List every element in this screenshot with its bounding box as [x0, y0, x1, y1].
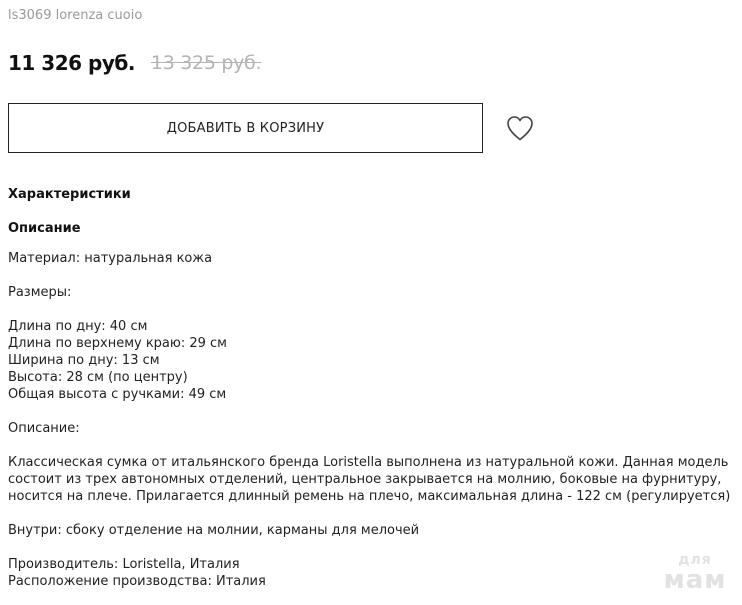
material-line: Материал: натуральная кожа	[8, 251, 213, 266]
size-line: Общая высота с ручками: 49 см	[8, 387, 227, 402]
watermark-logo	[657, 553, 733, 597]
size-line: Длина по дну: 40 см	[8, 319, 148, 334]
size-line: Высота: 28 см (по центру)	[8, 370, 188, 385]
description-text-line: Классическая сумка от итальянского бренда Loristella выполнена из натуральной кожи. Данная модель	[8, 455, 729, 470]
sizes-label: Размеры:	[8, 285, 72, 300]
production-location-line: Расположение производства: Италия	[8, 574, 266, 589]
manufacturer-line: Производитель: Loristella, Италия	[8, 557, 240, 572]
heart-icon[interactable]	[505, 114, 535, 142]
old-price: 13 325 руб.	[150, 52, 262, 74]
product-sku: ls3069 lorenza cuoio	[8, 8, 143, 23]
size-line: Ширина по дну: 13 см	[8, 353, 160, 368]
inside-line: Внутри: сбоку отделение на молнии, карманы для мелочей	[8, 523, 420, 538]
add-to-cart-button[interactable]: ДОБАВИТЬ В КОРЗИНУ	[8, 103, 483, 153]
watermark-bottom: мам	[663, 565, 727, 595]
description-text-line: состоит из трех автономных отделений, центральное закрывается на молнию, боковые на фурнитуру,	[8, 472, 722, 487]
characteristics-title: Характеристики	[8, 187, 131, 202]
watermark-top: для	[678, 552, 712, 568]
description-title: Описание	[8, 221, 81, 236]
price-row	[8, 50, 261, 76]
description-text-line: носится на плече. Прилагается длинный ремень на плечо, максимальная длина - 122 см (регулируется)	[8, 489, 731, 504]
description-label: Описание:	[8, 421, 80, 436]
description-body	[8, 250, 738, 590]
current-price: 11 326 руб.	[8, 51, 135, 75]
size-line: Длина по верхнему краю: 29 см	[8, 336, 227, 351]
